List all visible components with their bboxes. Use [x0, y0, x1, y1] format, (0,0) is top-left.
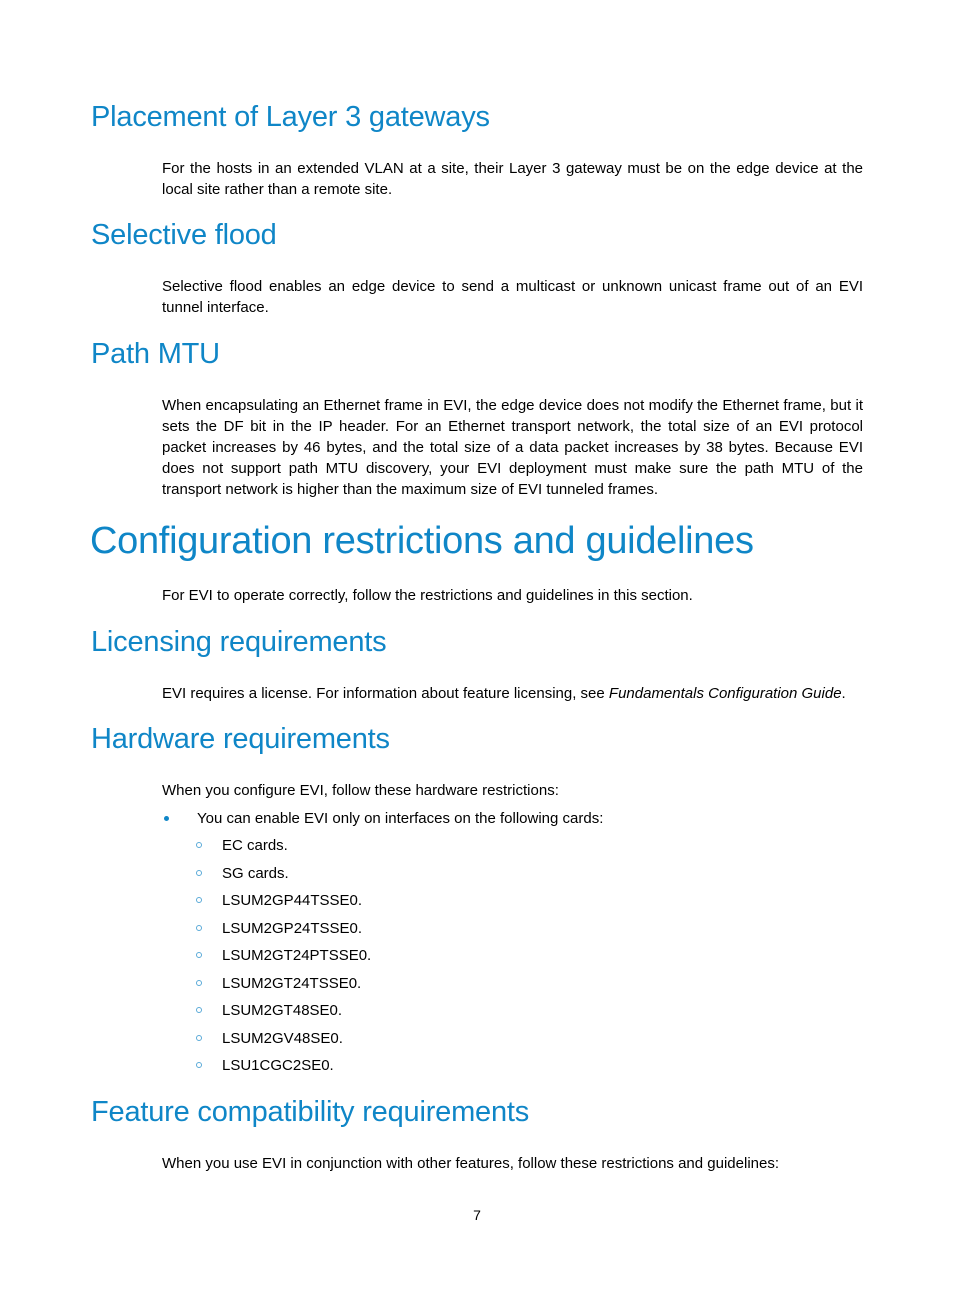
paragraph-feature-compatibility: When you use EVI in conjunction with other features, follow these restrictions and guidelines:: [162, 1155, 780, 1172]
heading-configuration-restrictions: Configuration restrictions and guidelines: [90, 520, 754, 562]
circle-bullet-icon: [196, 980, 202, 986]
heading-path-mtu: Path MTU: [91, 338, 220, 370]
circle-bullet-icon: [196, 925, 202, 931]
circle-bullet-icon: [196, 952, 202, 958]
card-name: LSUM2GT48SE0.: [222, 1002, 343, 1019]
circle-bullet-icon: [196, 870, 202, 876]
card-name: LSUM2GT24PTSSE0.: [222, 947, 372, 964]
paragraph-configuration-intro: For EVI to operate correctly, follow the restrictions and guidelines in this section.: [162, 587, 693, 604]
paragraph-selective-flood: Selective flood enables an edge device to send a multicast or unknown unicast frame out of an EVI tunnel interface.: [162, 278, 863, 316]
guide-title-reference: Fundamentals Configuration Guide: [608, 685, 842, 702]
heading-placement-of-layer3-gateways: Placement of Layer 3 gateways: [91, 101, 490, 133]
circle-bullet-icon: [196, 1007, 202, 1013]
heading-feature-compatibility: Feature compatibility requirements: [91, 1096, 530, 1128]
card-name: LSUM2GV48SE0.: [222, 1030, 343, 1047]
paragraph-hardware-intro: When you configure EVI, follow these hardware restrictions:: [162, 782, 559, 799]
heading-licensing-requirements: Licensing requirements: [91, 626, 387, 658]
card-name: LSU1CGC2SE0.: [222, 1057, 334, 1074]
circle-bullet-icon: [196, 897, 202, 903]
circle-bullet-icon: [196, 1062, 202, 1068]
paragraph-placement: For the hosts in an extended VLAN at a site, their Layer 3 gateway must be on the edge device at the local site rather than a remote site.: [162, 160, 863, 198]
heading-selective-flood: Selective flood: [91, 219, 277, 251]
paragraph-licensing: [162, 683, 846, 704]
card-name: EC cards.: [222, 837, 288, 854]
page-number: 7: [473, 1207, 481, 1223]
bullet-dot-icon: [164, 816, 169, 821]
paragraph-path-mtu: When encapsulating an Ethernet frame in EVI, the edge device does not modify the Ethernet frame, but it sets the DF bit in the IP header. For an Ethernet transport network, the total size of an EVI protocol packet increases by 46 bytes, and the total size of a data packet increases by 38 bytes. Because EVI does not support path MTU discovery, your EVI deployment must make sure the path MTU of the transport network is higher than the maximum size of EVI tunneled frames.: [162, 397, 863, 498]
card-name: LSUM2GP44TSSE0.: [222, 892, 363, 909]
circle-bullet-icon: [196, 842, 202, 848]
card-name: LSUM2GP24TSSE0.: [222, 920, 363, 937]
circle-bullet-icon: [196, 1035, 202, 1041]
licensing-text-end: .: [841, 685, 846, 702]
licensing-text: EVI requires a license. For information about feature licensing, see: [162, 685, 609, 702]
heading-hardware-requirements: Hardware requirements: [91, 723, 390, 755]
card-name: LSUM2GT24TSSE0.: [222, 975, 362, 992]
card-name: SG cards.: [222, 865, 289, 882]
bullet-text: You can enable EVI only on interfaces on the following cards:: [197, 810, 604, 827]
